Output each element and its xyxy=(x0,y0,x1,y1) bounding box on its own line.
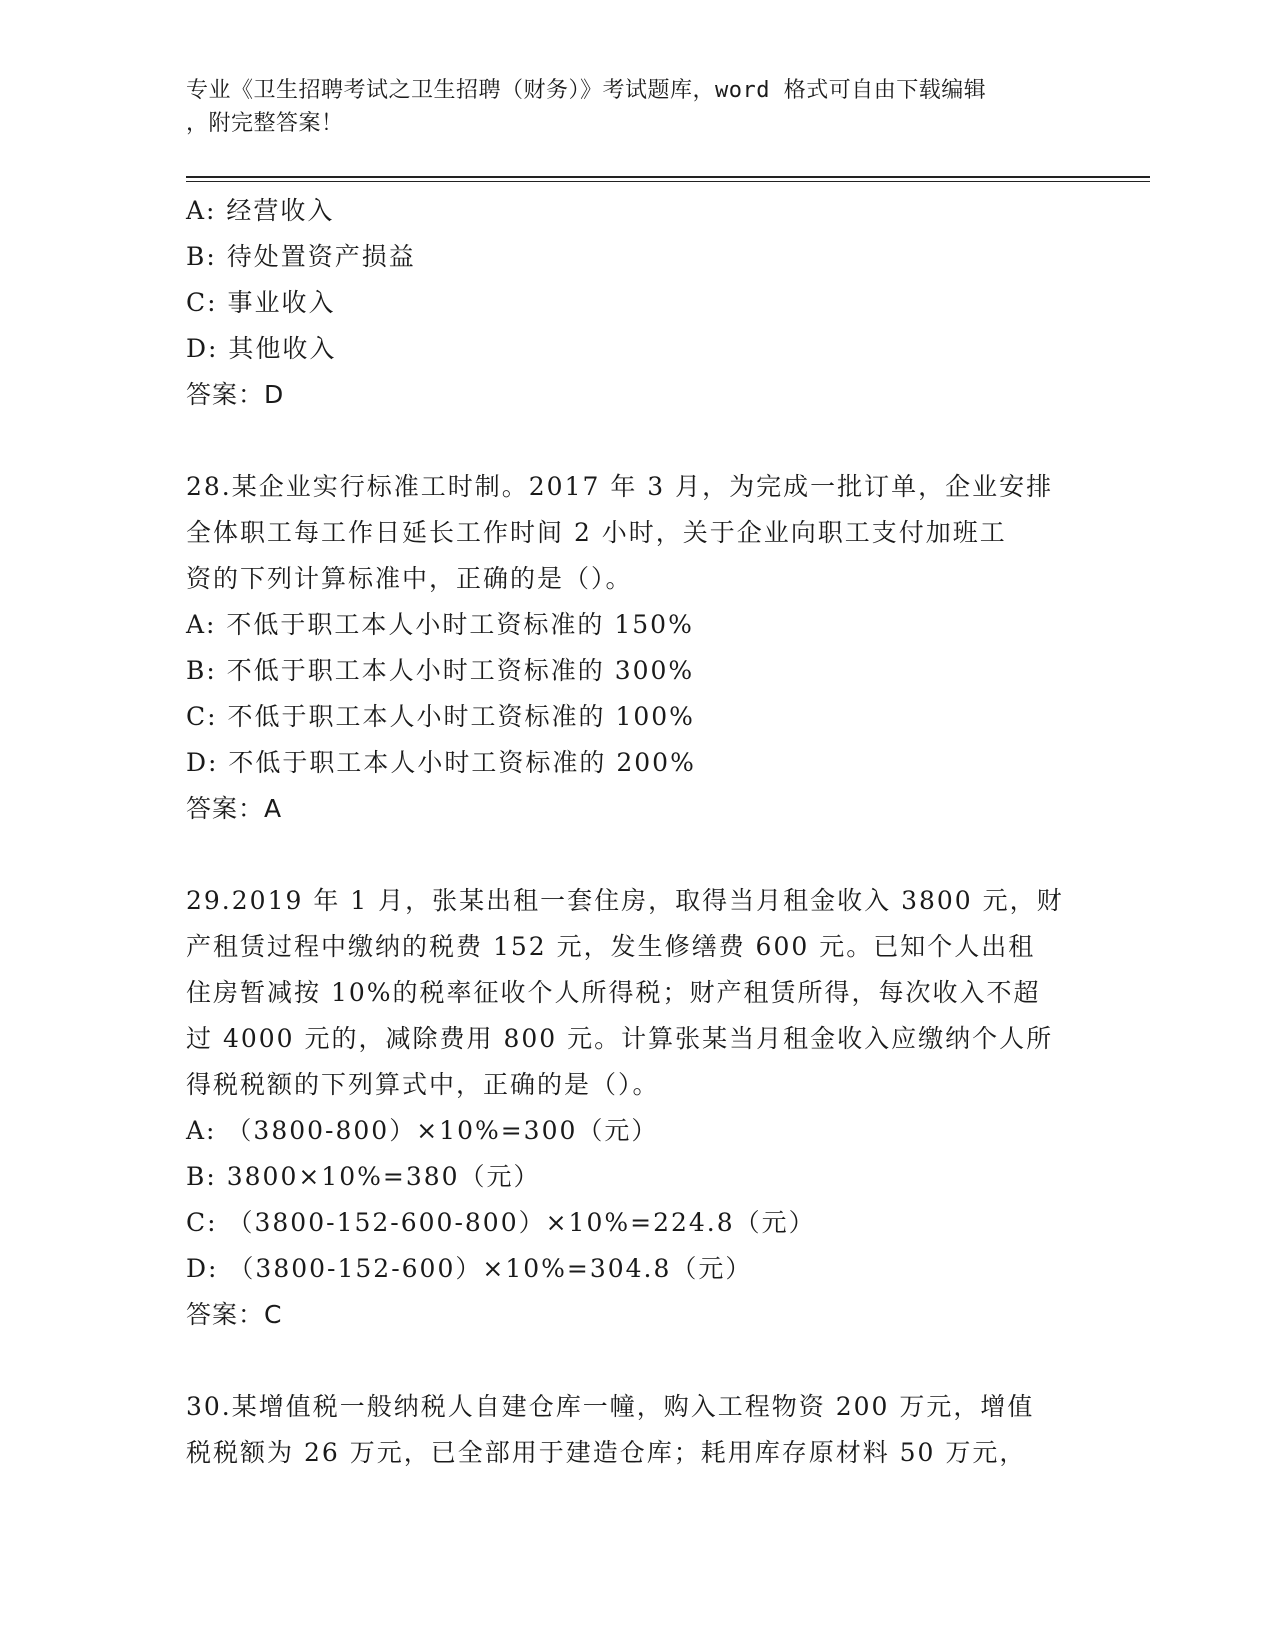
header-rule-thick xyxy=(186,176,1150,178)
option-c: C: 事业收入 xyxy=(186,288,336,317)
question-28 xyxy=(186,464,1086,832)
question-text-line: 28.某企业实行标准工时制。2017 年 3 月，为完成一批订单，企业安排 xyxy=(186,472,1054,501)
answer: 答案：C xyxy=(186,1300,283,1329)
header-line-2: ，附完整答案！ xyxy=(186,111,344,136)
question-text-line: 30.某增值税一般纳税人自建仓库一幢，购入工程物资 200 万元，增值 xyxy=(186,1392,1035,1421)
option-a: A: 经营收入 xyxy=(186,196,335,225)
question-text-line: 得税税额的下列算式中，正确的是（）。 xyxy=(186,1070,660,1099)
question-text-line: 产租赁过程中缴纳的税费 152 元，发生修缮费 600 元。已知个人出租 xyxy=(186,932,1036,961)
question-text-line: 资的下列计算标准中，正确的是（）。 xyxy=(186,564,633,593)
question-27 xyxy=(186,188,1086,418)
header-line-1: 专业《卫生招聘考试之卫生招聘（财务）》考试题库，word 格式可自由下载编辑 xyxy=(186,78,987,103)
answer: 答案：D xyxy=(186,380,285,409)
question-text-line: 住房暂减按 10%的税率征收个人所得税；财产租赁所得，每次收入不超 xyxy=(186,978,1041,1007)
header-rule-thin xyxy=(186,181,1150,182)
question-29 xyxy=(186,878,1086,1338)
option-a: A: （3800-800）×10%=300（元） xyxy=(186,1116,659,1145)
document-header xyxy=(186,74,1086,140)
question-text-line: 过 4000 元的，减除费用 800 元。计算张某当月租金收入应缴纳个人所 xyxy=(186,1024,1054,1053)
option-b: B: 不低于职工本人小时工资标准的 300% xyxy=(186,656,695,685)
answer: 答案：A xyxy=(186,794,283,823)
question-text-line: 税税额为 26 万元，已全部用于建造仓库；耗用库存原材料 50 万元， xyxy=(186,1438,1027,1467)
option-d: D: 其他收入 xyxy=(186,334,337,363)
spacer xyxy=(186,418,1086,464)
option-c: C: 不低于职工本人小时工资标准的 100% xyxy=(186,702,695,731)
option-d: D: 不低于职工本人小时工资标准的 200% xyxy=(186,748,696,777)
question-content xyxy=(186,188,1086,1476)
option-b: B: 3800×10%=380（元） xyxy=(186,1162,541,1191)
option-d: D: （3800-152-600）×10%=304.8（元） xyxy=(186,1254,753,1283)
option-c: C: （3800-152-600-800）×10%=224.8（元） xyxy=(186,1208,816,1237)
question-text-line: 全体职工每工作日延长工作时间 2 小时，关于企业向职工支付加班工 xyxy=(186,518,1007,547)
question-30 xyxy=(186,1384,1086,1476)
spacer xyxy=(186,1338,1086,1384)
option-a: A: 不低于职工本人小时工资标准的 150% xyxy=(186,610,694,639)
spacer xyxy=(186,832,1086,878)
question-text-line: 29.2019 年 1 月，张某出租一套住房，取得当月租金收入 3800 元，财 xyxy=(186,886,1064,915)
option-b: B: 待处置资产损益 xyxy=(186,242,416,271)
